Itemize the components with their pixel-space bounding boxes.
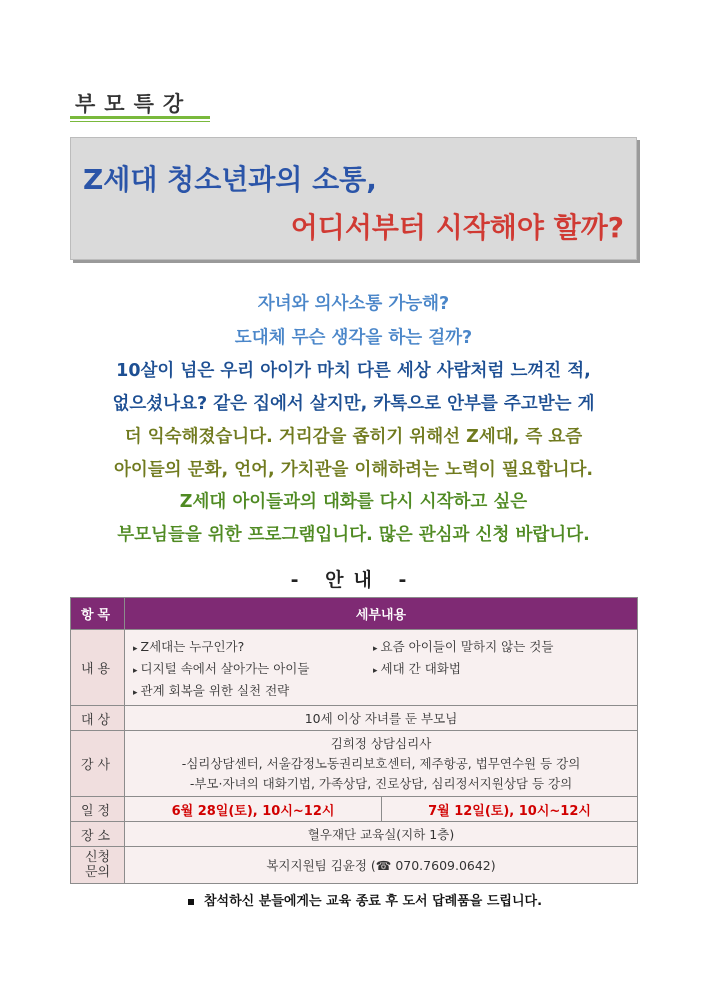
schedule-date-1: 6월 28일(토), 10시~12시 [125,797,382,822]
schedule-label: 일정 [71,797,125,822]
intro-line-8: 부모님들을 위한 프로그램입니다. 많은 관심과 신청 바랍니다. [117,525,590,545]
table-row-lecturer [71,731,638,797]
intro-line-4: 없으셨나요? 같은 집에서 살지만, 카톡으로 안부를 주고받는 게 [112,394,595,414]
footnote [188,890,542,909]
lecturer-name: 김희정 상담심리사 [330,735,432,751]
title-box [70,137,637,260]
schedule-date-2: 7월 12일(토), 10시~12시 [382,797,638,822]
lecturer-cell [125,731,638,797]
content-item-3: ▸ 디지털 속에서 살아가는 아이들 [133,660,310,676]
target-label: 대상 [71,706,125,731]
bullet-triangle-icon: ▸ [373,665,378,676]
table-row-schedule [71,797,638,822]
table-header-row [71,598,638,630]
target-value: 10세 이상 자녀를 둔 부모님 [125,706,638,731]
bullet-triangle-icon: ▸ [133,643,138,654]
content-item-2: ▸ 요즘 아이들이 말하지 않는 것들 [373,638,554,654]
lecturer-career-1: -심리상담센터, 서울감정노동권리보호센터, 제주항공, 법무연수원 등 강의 [181,755,581,771]
bullet-triangle-icon: ▸ [373,643,378,654]
content-label: 내용 [71,630,125,706]
inquiry-value: 복지지원팀 김윤정 (☎ 070.7609.0642) [125,847,638,884]
bullet-triangle-icon: ▸ [133,665,138,676]
section-underline-thin [70,121,210,122]
table-row-place [71,822,638,847]
inquiry-label [71,847,125,884]
guide-title: - 안내 - [290,569,417,591]
lecturer-label: 강사 [71,731,125,797]
intro-line-2: 도대체 무슨 생각을 하는 걸까? [234,328,473,348]
table-row-inquiry [71,847,638,884]
content-item-1: ▸ Z세대는 누구인가? [133,638,245,654]
intro-line-3: 10살이 넘은 우리 아이가 마치 다른 세상 사람처럼 느껴진 적, [116,361,591,381]
title-line-1: Z세대 청소년과의 소통, [83,163,377,196]
table-row-target [71,706,638,731]
content-list [125,633,637,703]
content-item-4: ▸ 세대 간 대화법 [373,660,461,676]
intro-line-5: 더 익숙해졌습니다. 거리감을 좁히기 위해선 Z세대, 즉 요즘 [124,427,583,447]
intro-line-6: 아이들의 문화, 언어, 가치관을 이해하려는 노력이 필요합니다. [113,460,594,480]
content-item-5: ▸ 관계 회복을 위한 실천 전략 [133,682,290,698]
title-line-2: 어디서부터 시작해야 할까? [290,211,624,244]
place-label: 장소 [71,822,125,847]
header-detail: 세부내용 [125,598,638,630]
info-table [70,597,638,884]
header-item: 항목 [71,598,125,630]
inquiry-label-line-1: 신청 [84,850,111,865]
section-label: 부모특강 [75,92,193,116]
place-value: 혈우재단 교육실(지하 1층) [125,822,638,847]
section-underline [70,116,210,119]
intro-line-7: Z세대 아이들과의 대화를 다시 시작하고 싶은 [179,492,528,512]
inquiry-label-line-2: 문의 [84,865,111,880]
square-bullet-icon [188,899,194,905]
table-row-content [71,630,638,706]
lecturer-career-2: -부모·자녀의 대화기법, 가족상담, 진로상담, 심리정서지원상담 등 강의 [189,775,573,791]
bullet-triangle-icon: ▸ [133,687,138,698]
content-cell [125,630,638,706]
intro-line-1: 자녀와 의사소통 가능해? [257,294,450,314]
footnote-text: 참석하신 분들에게는 교육 종료 후 도서 답례품을 드립니다. [204,894,543,909]
